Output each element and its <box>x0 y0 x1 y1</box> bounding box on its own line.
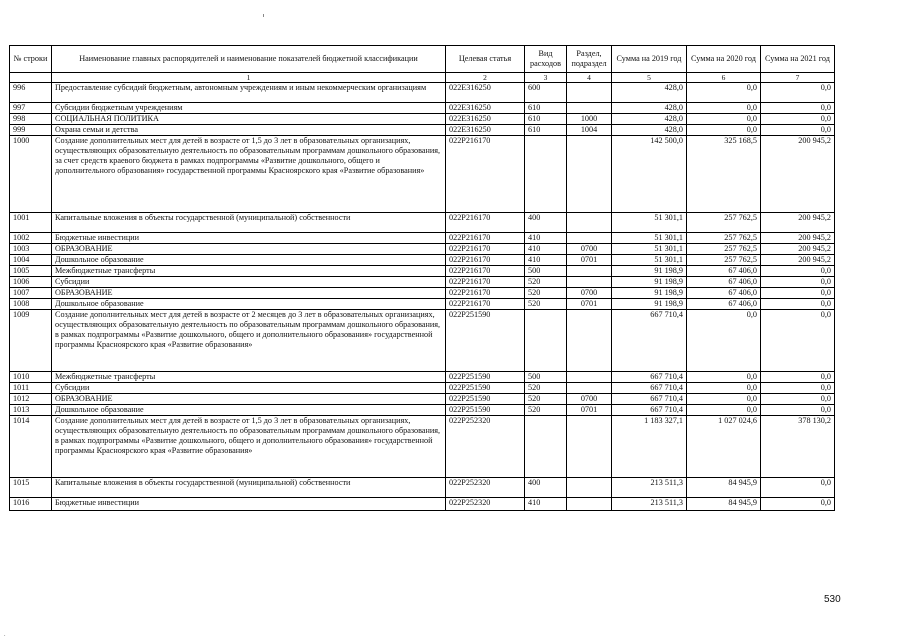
scan-corner-mark: . <box>4 632 6 638</box>
header-article: Целевая статья <box>446 46 525 73</box>
section-code <box>567 277 612 288</box>
expense-kind <box>525 416 567 478</box>
header-section: Раздел, подраздел <box>567 46 612 73</box>
sum-2020: 0,0 <box>687 125 761 136</box>
sum-2021: 0,0 <box>761 383 835 394</box>
section-code: 0701 <box>567 255 612 266</box>
colnum-cell: 2 <box>446 73 525 83</box>
sum-2019: 91 198,9 <box>612 266 687 277</box>
sum-2021: 0,0 <box>761 125 835 136</box>
section-code: 0701 <box>567 405 612 416</box>
row-name: Капитальные вложения в объекты государственной (муниципальной) собственности <box>52 478 446 498</box>
table-row <box>10 288 835 299</box>
target-article: 022P216170 <box>446 233 525 244</box>
expense-kind: 410 <box>525 498 567 511</box>
sum-2021: 200 945,2 <box>761 233 835 244</box>
target-article: 022P252320 <box>446 478 525 498</box>
row-name: Дошкольное образование <box>52 299 446 310</box>
target-article: 022P251590 <box>446 394 525 405</box>
sum-2019: 667 710,4 <box>612 372 687 383</box>
section-code <box>567 478 612 498</box>
sum-2020: 67 406,0 <box>687 266 761 277</box>
row-number: 1009 <box>10 310 52 372</box>
sum-2021: 0,0 <box>761 299 835 310</box>
header-sum-2020: Сумма на 2020 год <box>687 46 761 73</box>
sum-2019: 428,0 <box>612 125 687 136</box>
table-row <box>10 372 835 383</box>
table-row <box>10 244 835 255</box>
target-article: 022P216170 <box>446 213 525 233</box>
sum-2021: 0,0 <box>761 103 835 114</box>
colnum-cell <box>10 73 52 83</box>
row-name: Субсидии бюджетным учреждениям <box>52 103 446 114</box>
page-number: 530 <box>824 594 841 605</box>
sum-2020: 0,0 <box>687 372 761 383</box>
table-row <box>10 383 835 394</box>
sum-2019: 213 511,3 <box>612 478 687 498</box>
colnum-cell: 1 <box>52 73 446 83</box>
expense-kind: 600 <box>525 83 567 103</box>
sum-2020: 84 945,9 <box>687 498 761 511</box>
expense-kind: 410 <box>525 255 567 266</box>
row-name: Бюджетные инвестиции <box>52 498 446 511</box>
target-article: 022P216170 <box>446 288 525 299</box>
table-row <box>10 310 835 372</box>
row-number: 1001 <box>10 213 52 233</box>
target-article: 022P216170 <box>446 255 525 266</box>
sum-2021: 0,0 <box>761 277 835 288</box>
row-number: 1007 <box>10 288 52 299</box>
table-row <box>10 233 835 244</box>
section-code: 0701 <box>567 299 612 310</box>
expense-kind: 610 <box>525 103 567 114</box>
row-name: Охрана семьи и детства <box>52 125 446 136</box>
row-number: 997 <box>10 103 52 114</box>
colnum-cell: 3 <box>525 73 567 83</box>
target-article: 022P251590 <box>446 405 525 416</box>
sum-2021: 0,0 <box>761 83 835 103</box>
section-code <box>567 372 612 383</box>
section-code: 0700 <box>567 394 612 405</box>
row-name: ОБРАЗОВАНИЕ <box>52 394 446 405</box>
table-row <box>10 266 835 277</box>
sum-2021: 0,0 <box>761 372 835 383</box>
section-code: 0700 <box>567 244 612 255</box>
sum-2019: 428,0 <box>612 114 687 125</box>
row-name: Межбюджетные трансферты <box>52 372 446 383</box>
sum-2019: 428,0 <box>612 83 687 103</box>
row-number: 1005 <box>10 266 52 277</box>
column-number-row <box>10 73 835 83</box>
sum-2020: 0,0 <box>687 405 761 416</box>
sum-2020: 0,0 <box>687 114 761 125</box>
sum-2021: 0,0 <box>761 266 835 277</box>
row-name: Дошкольное образование <box>52 405 446 416</box>
row-number: 1013 <box>10 405 52 416</box>
row-number: 1004 <box>10 255 52 266</box>
row-name: Бюджетные инвестиции <box>52 233 446 244</box>
sum-2020: 0,0 <box>687 310 761 372</box>
expense-kind: 610 <box>525 114 567 125</box>
section-code <box>567 266 612 277</box>
section-code <box>567 213 612 233</box>
row-number: 1016 <box>10 498 52 511</box>
expense-kind <box>525 310 567 372</box>
section-code <box>567 498 612 511</box>
sum-2021: 0,0 <box>761 405 835 416</box>
colnum-cell: 7 <box>761 73 835 83</box>
target-article: 022P251590 <box>446 372 525 383</box>
sum-2019: 91 198,9 <box>612 277 687 288</box>
row-number: 1010 <box>10 372 52 383</box>
colnum-cell: 6 <box>687 73 761 83</box>
target-article: 022P216170 <box>446 299 525 310</box>
sum-2021: 0,0 <box>761 114 835 125</box>
row-name: ОБРАЗОВАНИЕ <box>52 244 446 255</box>
sum-2021: 200 945,2 <box>761 255 835 266</box>
sum-2019: 667 710,4 <box>612 405 687 416</box>
row-name: Предоставление субсидий бюджетным, автономным учреждениям и иным некоммерческим организациям <box>52 83 446 103</box>
row-name: СОЦИАЛЬНАЯ ПОЛИТИКА <box>52 114 446 125</box>
sum-2020: 257 762,5 <box>687 244 761 255</box>
row-number: 1006 <box>10 277 52 288</box>
table-row <box>10 498 835 511</box>
target-article: 022E316250 <box>446 114 525 125</box>
sum-2019: 51 301,1 <box>612 244 687 255</box>
sum-2020: 67 406,0 <box>687 299 761 310</box>
target-article: 022E316250 <box>446 103 525 114</box>
sum-2020: 0,0 <box>687 83 761 103</box>
sum-2020: 325 168,5 <box>687 136 761 213</box>
sum-2021: 200 945,2 <box>761 244 835 255</box>
section-code <box>567 103 612 114</box>
sum-2019: 428,0 <box>612 103 687 114</box>
expense-kind: 410 <box>525 244 567 255</box>
table-row <box>10 114 835 125</box>
row-name: Создание дополнительных мест для детей в возрасте от 1,5 до 3 лет в образовательных организациях, осуществляющих образовательную деятельность по образовательным программам дошкольного образования, в рамках подпрограммы «Развитие дошкольного, общего и дополнительного образования» государственной программы Красноярского края «Развитие образования» <box>52 416 446 478</box>
table-row <box>10 83 835 103</box>
table-row <box>10 277 835 288</box>
row-name: Субсидии <box>52 277 446 288</box>
section-code: 0700 <box>567 288 612 299</box>
target-article: 022P216170 <box>446 277 525 288</box>
colnum-cell: 4 <box>567 73 612 83</box>
expense-kind: 520 <box>525 277 567 288</box>
sum-2019: 91 198,9 <box>612 288 687 299</box>
sum-2020: 257 762,5 <box>687 255 761 266</box>
expense-kind: 520 <box>525 405 567 416</box>
sum-2019: 51 301,1 <box>612 213 687 233</box>
section-code: 1004 <box>567 125 612 136</box>
sum-2021: 0,0 <box>761 288 835 299</box>
table-row <box>10 416 835 478</box>
row-number: 1003 <box>10 244 52 255</box>
table-row <box>10 478 835 498</box>
table-row <box>10 255 835 266</box>
sum-2021: 0,0 <box>761 310 835 372</box>
target-article: 022P216170 <box>446 136 525 213</box>
table-row <box>10 103 835 114</box>
row-number: 996 <box>10 83 52 103</box>
sum-2021: 0,0 <box>761 478 835 498</box>
expense-kind: 520 <box>525 299 567 310</box>
expense-kind: 400 <box>525 478 567 498</box>
section-code <box>567 310 612 372</box>
target-article: 022P216170 <box>446 266 525 277</box>
sum-2019: 1 183 327,1 <box>612 416 687 478</box>
header-sum-2019: Сумма на 2019 год <box>612 46 687 73</box>
budget-table <box>9 45 835 511</box>
table-row <box>10 125 835 136</box>
table-header-row <box>10 46 835 73</box>
table-row <box>10 405 835 416</box>
expense-kind: 610 <box>525 125 567 136</box>
sum-2020: 1 027 024,6 <box>687 416 761 478</box>
sum-2019: 213 511,3 <box>612 498 687 511</box>
sum-2019: 91 198,9 <box>612 299 687 310</box>
table-row <box>10 213 835 233</box>
sum-2019: 51 301,1 <box>612 233 687 244</box>
sum-2019: 142 500,0 <box>612 136 687 213</box>
expense-kind: 520 <box>525 383 567 394</box>
header-sum-2021: Сумма на 2021 год <box>761 46 835 73</box>
row-name: Капитальные вложения в объекты государственной (муниципальной) собственности <box>52 213 446 233</box>
header-row-no: № строки <box>10 46 52 73</box>
sum-2020: 0,0 <box>687 383 761 394</box>
sum-2020: 67 406,0 <box>687 277 761 288</box>
sum-2021: 200 945,2 <box>761 136 835 213</box>
sum-2020: 0,0 <box>687 394 761 405</box>
target-article: 022P251590 <box>446 310 525 372</box>
sum-2020: 67 406,0 <box>687 288 761 299</box>
row-name: Межбюджетные трансферты <box>52 266 446 277</box>
scan-mark <box>263 14 264 17</box>
row-number: 1000 <box>10 136 52 213</box>
sum-2021: 0,0 <box>761 498 835 511</box>
header-kind: Вид расходов <box>525 46 567 73</box>
section-code <box>567 83 612 103</box>
target-article: 022P216170 <box>446 244 525 255</box>
header-name: Наименование главных распорядителей и наименование показателей бюджетной классификации <box>52 46 446 73</box>
sum-2019: 667 710,4 <box>612 394 687 405</box>
row-name: Дошкольное образование <box>52 255 446 266</box>
row-name: Субсидии <box>52 383 446 394</box>
sum-2019: 667 710,4 <box>612 383 687 394</box>
expense-kind: 400 <box>525 213 567 233</box>
row-number: 998 <box>10 114 52 125</box>
section-code <box>567 383 612 394</box>
target-article: 022P252320 <box>446 498 525 511</box>
row-number: 1008 <box>10 299 52 310</box>
target-article: 022P252320 <box>446 416 525 478</box>
target-article: 022E316250 <box>446 125 525 136</box>
sum-2020: 257 762,5 <box>687 233 761 244</box>
sum-2020: 0,0 <box>687 103 761 114</box>
row-number: 1002 <box>10 233 52 244</box>
row-number: 1012 <box>10 394 52 405</box>
table-row <box>10 299 835 310</box>
row-name: ОБРАЗОВАНИЕ <box>52 288 446 299</box>
target-article: 022P251590 <box>446 383 525 394</box>
expense-kind: 500 <box>525 266 567 277</box>
sum-2021: 0,0 <box>761 394 835 405</box>
table-body <box>10 83 835 511</box>
expense-kind: 500 <box>525 372 567 383</box>
row-name: Создание дополнительных мест для детей в возрасте от 2 месяцев до 3 лет в образовательных организациях, осуществляющих образовательную деятельность по образовательным программам дошкольного образования, в рамках подпрограммы «Развитие дошкольного, общего и дополнительного образования» государственной программы Красноярского края «Развитие образования» <box>52 310 446 372</box>
section-code <box>567 233 612 244</box>
sum-2019: 51 301,1 <box>612 255 687 266</box>
sum-2020: 257 762,5 <box>687 213 761 233</box>
sum-2019: 667 710,4 <box>612 310 687 372</box>
section-code <box>567 136 612 213</box>
colnum-cell: 5 <box>612 73 687 83</box>
row-number: 999 <box>10 125 52 136</box>
row-name: Создание дополнительных мест для детей в возрасте от 1,5 до 3 лет в образовательных организациях, осуществляющих образовательную деятельность по образовательным программам дошкольного образования, за счет средств краевого бюджета в рамках подпрограммы «Развитие дошкольного, общего и дополнительного образования» государственной программы Красноярского края «Развитие образования» <box>52 136 446 213</box>
expense-kind: 520 <box>525 288 567 299</box>
table-row <box>10 136 835 213</box>
target-article: 022E316250 <box>446 83 525 103</box>
row-number: 1014 <box>10 416 52 478</box>
expense-kind <box>525 136 567 213</box>
sum-2020: 84 945,9 <box>687 478 761 498</box>
section-code <box>567 416 612 478</box>
row-number: 1015 <box>10 478 52 498</box>
expense-kind: 410 <box>525 233 567 244</box>
sum-2021: 200 945,2 <box>761 213 835 233</box>
expense-kind: 520 <box>525 394 567 405</box>
table-row <box>10 394 835 405</box>
row-number: 1011 <box>10 383 52 394</box>
section-code: 1000 <box>567 114 612 125</box>
sum-2021: 378 130,2 <box>761 416 835 478</box>
